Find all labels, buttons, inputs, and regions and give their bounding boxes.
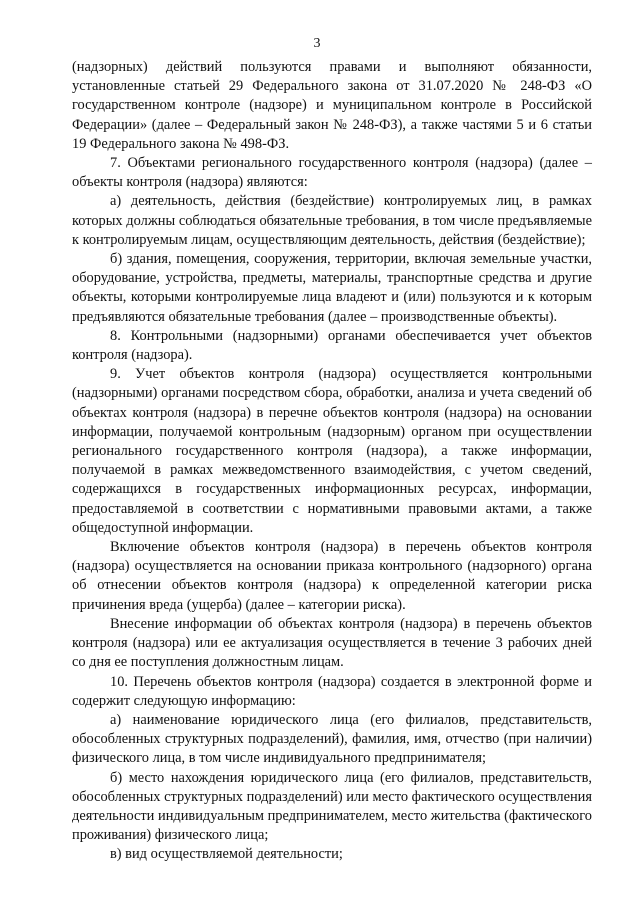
paragraph-item-8: 8. Контрольными (надзорными) органами обеспечивается учет объектов контроля (надзора). (72, 327, 592, 364)
paragraph-item-7b: б) здания, помещения, сооружения, территории, включая земельные участки, оборудование, устройства, предметы, материалы, транспортные средства и другие объекты, которыми контролируемые лица владеют и (или) пользуются и к которым предъявляются обязательные требования (далее – производственные объекты). (72, 251, 592, 325)
document-body (72, 58, 592, 865)
paragraph-item-7: 7. Объектами регионального государственного контроля (надзора) (далее – объекты контроля (надзора) являются: (72, 155, 592, 191)
paragraph-item-10b: б) место нахождения юридического лица (его филиалов, представительств, обособленных структурных подразделений) или место фактического осуществления деятельности индивидуальным предпринимателем, место жительства (фактического проживания) физического лица; (72, 769, 592, 844)
paragraph-item-7a: а) деятельность, действия (бездействие) контролируемых лиц, в рамках которых должны соблюдаться обязательные требования, в том числе предъявляемые к контролируемым лицам, осуществляющим деятельность, действия (бездействие); (72, 193, 592, 248)
paragraph-item-10v: в) вид осуществляемой деятельности; (110, 846, 343, 863)
page-number: 3 (313, 36, 321, 51)
paragraph-inclusion: Включение объектов контроля (надзора) в перечень объектов контроля (надзора) осуществляется на основании приказа контрольного (надзорного) органа об отнесении объектов контроля (надзора) к определенной категории риска причинения вреда (ущерба) (далее – категории риска). (72, 539, 592, 613)
paragraph-continuation: (надзорных) действий пользуются правами и выполняют обязанности, установленные статьей 29 Федерального закона от 31.07.2020 № 248-ФЗ «О государственном контроле (надзоре) и муниципальном контроле в Российской Федерации» (далее – Федеральный закон № 248-ФЗ), а также частями 5 и 6 статьи 19 Федерального закона № 498-ФЗ. (72, 59, 592, 152)
paragraph-updating: Внесение информации об объектах контроля (надзора) в перечень объектов контроля (надзора) или ее актуализация осуществляется в течение 3 рабочих дней со дня ее поступления должностным лицам. (72, 615, 592, 671)
paragraph-item-10: 10. Перечень объектов контроля (надзора) создается в электронной форме и содержит следующую информацию: (72, 673, 592, 709)
paragraph-item-10a: а) наименование юридического лица (его филиалов, представительств, обособленных структурных подразделений), фамилия, имя, отчество (при наличии) физического лица, в том числе индивидуального предпринимателя; (72, 711, 592, 767)
paragraph-item-9: 9. Учет объектов контроля (надзора) осуществляется контрольными (надзорными) органами посредством сбора, обработки, анализа и учета сведений об объектах контроля (надзора) в перечне объектов контроля (надзора) на основании информации, получаемой контрольным (надзорным) органом при осуществлении регионального государственного контроля (надзора), а также информации, получаемой в рамках межведомственного взаимодействия, с учетом сведений, содержащихся в государственных информационных ресурсах, информации, предоставляемой в соответствии с нормативными правовыми актами, а также общедоступной информации. (72, 366, 592, 536)
